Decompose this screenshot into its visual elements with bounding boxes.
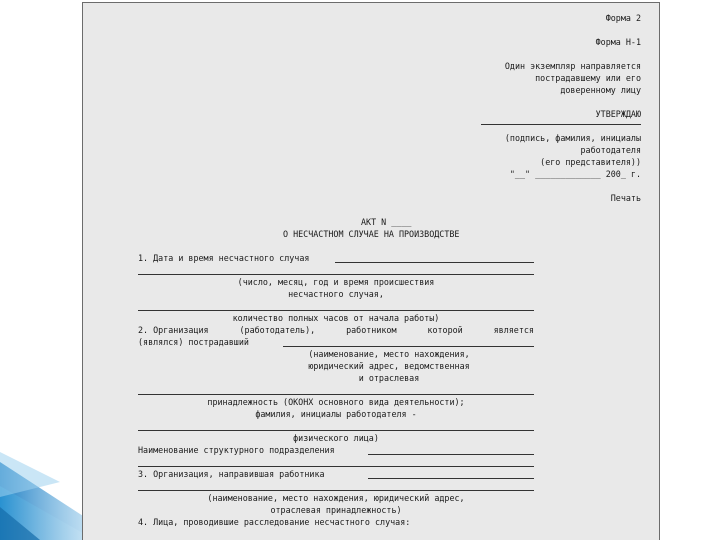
section-3-line-2 (138, 490, 534, 491)
section-1-caption-hours: количество полных часов от начала работы) (232, 313, 440, 323)
act-title: О НЕСЧАСТНОМ СЛУЧАЕ НА ПРОИЗВОДСТВЕ (283, 229, 460, 239)
section-4-label: 4. Лица, проводившие расследование несчастного случая: (138, 517, 411, 527)
section-2-caption-3: и отраслевая (358, 373, 420, 383)
section-2-caption-1: (наименование, место нахождения, (308, 349, 470, 359)
form-number-n1: Форма Н-1 (595, 37, 641, 47)
signature-caption-3: (его представителя)) (540, 157, 641, 167)
subdivision-line (368, 454, 534, 455)
section-2-line-5 (138, 430, 534, 431)
signature-caption-2: работодателя (580, 145, 641, 155)
section-3-line-1 (368, 478, 534, 479)
stamp-label: Печать (610, 193, 641, 203)
section-2-caption-6: физического лица) (293, 433, 379, 443)
section-2-word-2: (работодатель), (239, 325, 316, 335)
section-3-caption-1: (наименование, место нахождения, юридический адрес, (207, 493, 465, 503)
copy-note-line-2: пострадавшему или его (535, 73, 641, 83)
document-page (82, 2, 660, 540)
section-3-label: 3. Организация, направившая работника (138, 469, 325, 479)
section-2-word-1: 2. Организация (138, 325, 209, 335)
signature-line (481, 124, 641, 125)
copy-note-line-3: доверенному лицу (560, 85, 641, 95)
section-2-caption-4: принадлежность (ОКОНХ основного вида деятельности); (207, 397, 465, 407)
section-1-caption-1: (число, месяц, год и время происшествия (237, 277, 435, 287)
copy-note-line-1: Один экземпляр направляется (504, 61, 641, 71)
section-2-employer-line (283, 346, 534, 347)
section-3-caption-2: отраслевая принадлежность) (270, 505, 402, 515)
section-1-line-3 (138, 310, 534, 311)
section-1-date-line (335, 262, 534, 263)
act-number: АКТ N ____ (361, 217, 412, 227)
approval-date-line: "__" _____________ 200_ г. (509, 169, 641, 179)
section-2-line-2: (являлся) пострадавший (138, 337, 249, 347)
section-2-word-3: работником (346, 325, 397, 335)
section-2-first-line (138, 325, 534, 335)
section-2-caption-5: фамилия, инициалы работодателя - (255, 409, 417, 419)
signature-caption-1: (подпись, фамилия, инициалы (504, 133, 641, 143)
subdivision-line-2 (138, 466, 534, 467)
subdivision-label: Наименование структурного подразделения (138, 445, 335, 455)
approve-label: УТВЕРЖДАЮ (595, 109, 641, 119)
section-2-line-4 (138, 394, 534, 395)
section-1-line-2 (138, 274, 534, 275)
form-number-2: Форма 2 (605, 13, 641, 23)
section-2-caption-2: юридический адрес, ведомственная (308, 361, 470, 371)
section-1-label: 1. Дата и время несчастного случая (138, 253, 310, 263)
section-2-word-5: является (493, 325, 534, 335)
section-2-word-4: которой (427, 325, 463, 335)
section-1-caption-2: несчастного случая, (288, 289, 384, 299)
